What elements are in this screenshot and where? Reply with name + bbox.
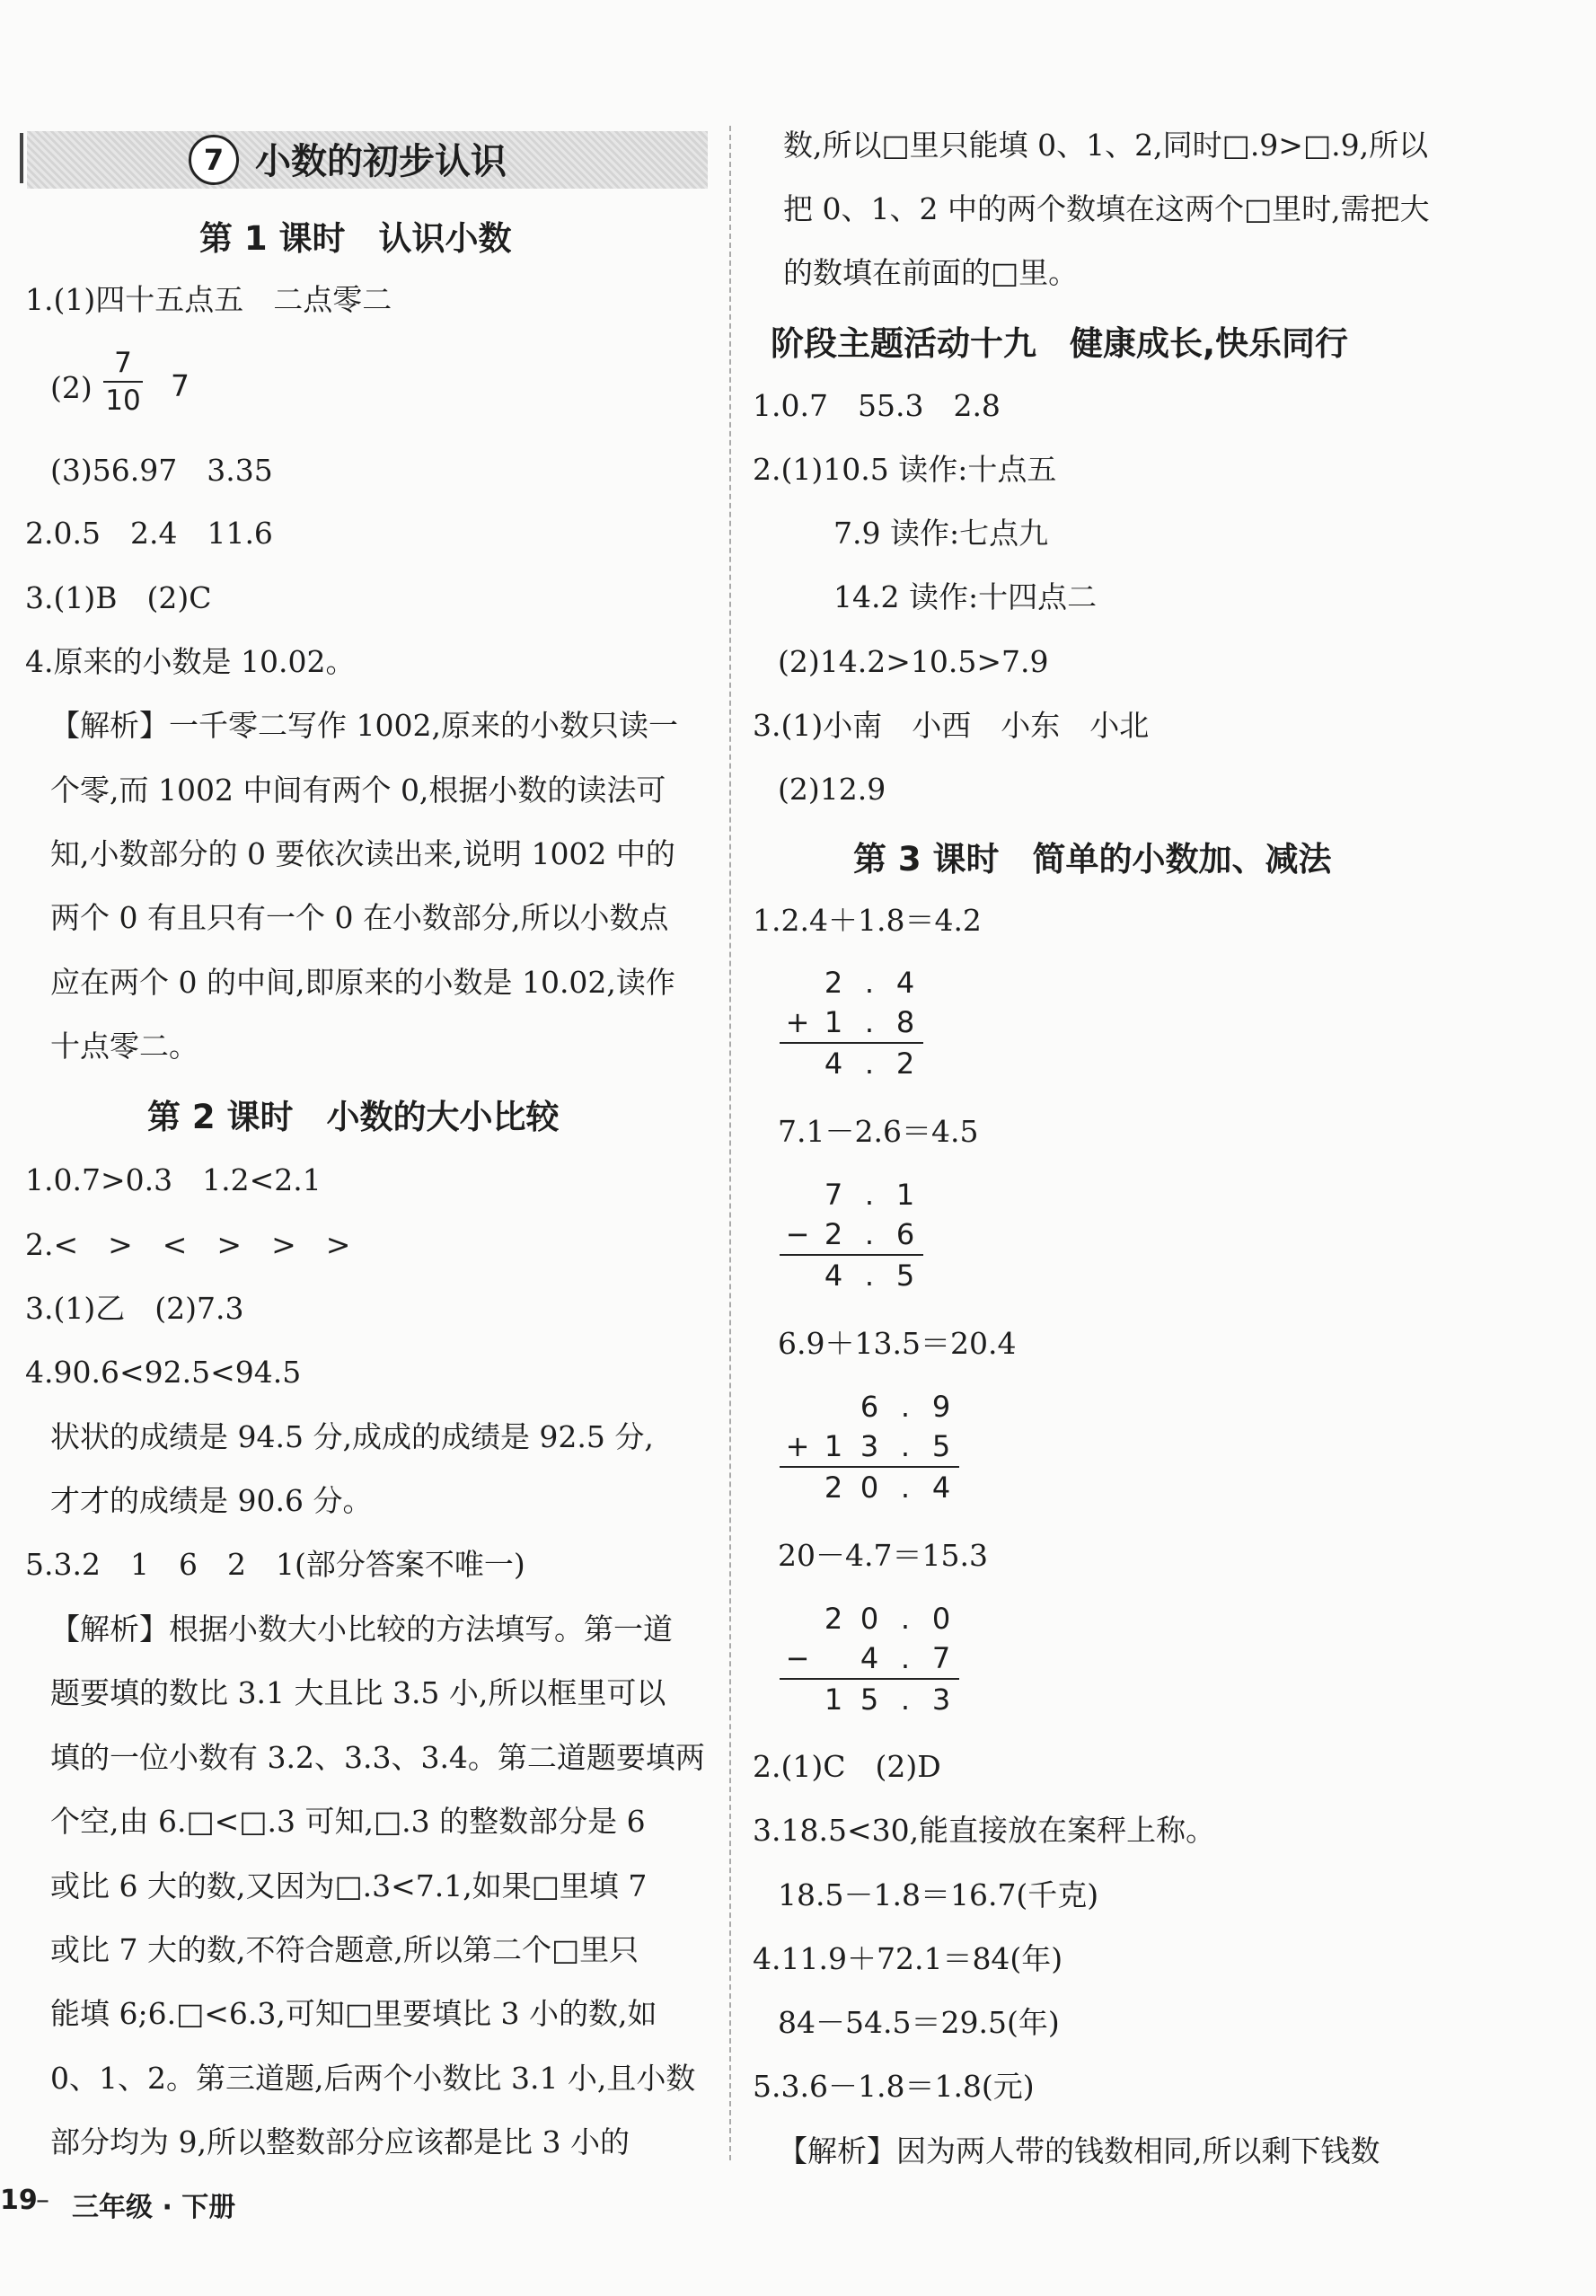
analysis-l1-line-2: 个零,而 1002 中间有两个 0,根据小数的读法可: [50, 773, 666, 808]
digit: 4: [895, 966, 915, 1000]
calc-row-top: [780, 1387, 959, 1426]
digit: .: [864, 1258, 875, 1293]
vertical-calc-4: [780, 1599, 959, 1719]
answer-l3-q3-calc: 18.5－1.8＝16.7(千克): [778, 1877, 1099, 1912]
digit: 0: [931, 1602, 951, 1636]
operator-sign: −: [785, 1641, 810, 1675]
digit: .: [864, 1217, 875, 1251]
analysis-l2-line-9: 部分均为 9,所以整数部分应该都是比 3 小的: [50, 2124, 630, 2159]
digit: 1: [824, 1682, 843, 1717]
analysis-l2-line-2: 题要填的数比 3.1 大且比 3.5 小,所以框里可以: [50, 1675, 666, 1710]
digit: 2: [824, 966, 843, 1000]
analysis-l2-line-7: 能填 6;6.□<6.3,可知□里要填比 3 小的数,如: [50, 1996, 657, 2031]
digit: 1: [824, 1429, 843, 1463]
analysis-l2-line-5: 或比 6 大的数,又因为□.3<7.1,如果□里填 7: [50, 1868, 648, 1903]
analysis-l1-line-5: 应在两个 0 的中间,即原来的小数是 10.02,读作: [50, 965, 675, 1000]
calc-row-result: [780, 1044, 923, 1083]
digit: .: [864, 966, 875, 1000]
analysis-l2-line-6: 或比 7 大的数,不符合题意,所以第二个□里只: [50, 1932, 639, 1967]
footer-grade-label: 三年级 · 下册: [72, 2192, 236, 2223]
answer-l3-q1-eq3: 6.9＋13.5＝20.4: [778, 1326, 1017, 1361]
digit: 2: [824, 1217, 843, 1251]
digit: 3: [860, 1429, 879, 1463]
answer-l2-q3: 3.(1)乙 (2)7.3: [25, 1291, 244, 1326]
digit: .: [900, 1602, 911, 1636]
calc-row-result: [780, 1680, 959, 1719]
analysis-l2-line-3: 填的一位小数有 3.2、3.3、3.4。第二道题要填两: [50, 1740, 705, 1775]
answer-l3-q4-calc: 84－54.5＝29.5(年): [778, 2005, 1060, 2040]
digit: 5: [860, 1682, 879, 1717]
answer-s-q2-4: (2)14.2>10.5>7.9: [778, 644, 1049, 679]
digit: [816, 1390, 851, 1424]
answer-l1-q1-2-prefix: (2): [50, 370, 93, 405]
answer-s-q2-2: 7.9 读作:七点九: [833, 516, 1049, 551]
stage-activity-title: 阶段主题活动十九 健康成长,快乐同行: [771, 324, 1349, 363]
analysis-cont-line-2: 把 0、1、2 中的两个数填在这两个□里时,需把大: [783, 191, 1430, 226]
calc-row-top: [780, 1599, 959, 1638]
digit: .: [900, 1682, 911, 1717]
digit: 0: [860, 1602, 879, 1636]
unit-number-badge: 7: [189, 135, 239, 185]
answer-s-q2-1: 2.(1)10.5 读作:十点五: [753, 452, 1057, 487]
page-number-dash: –: [36, 2185, 49, 2216]
operator-sign: +: [785, 1005, 810, 1039]
answer-l3-q2: 2.(1)C (2)D: [753, 1749, 941, 1784]
operator-sign: +: [785, 1429, 810, 1463]
digit: 8: [895, 1005, 915, 1039]
page-number: 19: [0, 2185, 38, 2216]
fraction-denominator: 10: [105, 384, 141, 417]
answer-l2-q4-line-b: 才才的成绩是 90.6 分。: [50, 1483, 373, 1518]
answer-l3-q5: 5.3.6－1.8＝1.8(元): [753, 2069, 1035, 2104]
calc-row-result: [780, 1468, 959, 1507]
answer-l1-q1-3: (3)56.97 3.35: [50, 453, 273, 488]
calc-row-top: [780, 963, 923, 1002]
digit: [816, 1641, 851, 1675]
answer-l2-q4: 4.90.6<92.5<94.5: [25, 1355, 302, 1390]
digit: 4: [860, 1641, 879, 1675]
analysis-l2-line-8: 0、1、2。第三道题,后两个小数比 3.1 小,且小数: [50, 2061, 696, 2096]
column-divider: [729, 126, 731, 2160]
analysis-l2-line-4: 个空,由 6.□<□.3 可知,□.3 的整数部分是 6: [50, 1804, 646, 1839]
answer-s-q3-1: 3.(1)小南 小西 小东 小北: [753, 708, 1150, 743]
vertical-calc-2: [780, 1175, 923, 1295]
analysis-cont-line-3: 的数填在前面的□里。: [783, 255, 1079, 290]
digit: .: [900, 1641, 911, 1675]
answer-s-q2-3: 14.2 读作:十四点二: [833, 579, 1098, 614]
analysis-l1-line-6: 十点零二。: [50, 1029, 198, 1064]
answer-s-q3-2: (2)12.9: [778, 772, 886, 807]
lesson-3-title: 第 3 课时 简单的小数加、减法: [853, 840, 1332, 879]
digit: .: [864, 1046, 875, 1081]
digit: 4: [824, 1258, 843, 1293]
margin-mark: [20, 133, 23, 183]
digit: 2: [824, 1470, 843, 1505]
answer-l2-q5: 5.3.2 1 6 2 1(部分答案不唯一): [25, 1547, 525, 1582]
calc-row-bottom: [780, 1426, 959, 1466]
calc-row-bottom: [780, 1214, 923, 1254]
answer-l1-q1-2-value: 7: [171, 368, 190, 403]
answer-l3-q1-eq4: 20－4.7＝15.3: [778, 1538, 988, 1573]
answer-l3-q1-eq2: 7.1－2.6＝4.5: [778, 1114, 979, 1149]
answer-l2-q1: 1.0.7>0.3 1.2<2.1: [25, 1162, 322, 1197]
digit: 0: [860, 1470, 879, 1505]
analysis-l1-line-1: 【解析】一千零二写作 1002,原来的小数只读一: [50, 708, 678, 743]
lesson-2-title: 第 2 课时 小数的大小比较: [147, 1098, 560, 1136]
analysis-cont-line-1: 数,所以□里只能填 0、1、2,同时□.9>□.9,所以: [783, 128, 1429, 163]
unit-title: 小数的初步认识: [255, 141, 507, 182]
digit: 5: [895, 1258, 915, 1293]
analysis-l1-line-3: 知,小数部分的 0 要依次读出来,说明 1002 中的: [50, 836, 675, 871]
digit: 2: [895, 1046, 915, 1081]
digit: .: [900, 1470, 911, 1505]
digit: .: [864, 1178, 875, 1212]
digit: 7: [824, 1178, 843, 1212]
vertical-calc-1: [780, 963, 923, 1083]
digit: 3: [931, 1682, 951, 1717]
digit: 5: [931, 1429, 951, 1463]
calc-row-bottom: [780, 1638, 959, 1678]
answer-l3-q1-eq1: 1.2.4＋1.8＝4.2: [753, 903, 982, 938]
digit: 6: [895, 1217, 915, 1251]
answer-l1-q2: 2.0.5 2.4 11.6: [25, 516, 273, 551]
digit: 4: [931, 1470, 951, 1505]
answer-l1-q1-1: 1.(1)四十五点五 二点零二: [25, 282, 392, 317]
analysis-l2-line-1: 【解析】根据小数大小比较的方法填写。第一道: [50, 1612, 673, 1647]
calc-row-top: [780, 1175, 923, 1214]
digit: 6: [860, 1390, 879, 1424]
answer-l2-q4-line-a: 状状的成绩是 94.5 分,成成的成绩是 92.5 分,: [50, 1419, 654, 1454]
vertical-calc-3: [780, 1387, 959, 1507]
digit: .: [900, 1390, 911, 1424]
analysis-l1-line-4: 两个 0 有且只有一个 0 在小数部分,所以小数点: [50, 900, 669, 935]
calc-row-bottom: [780, 1002, 923, 1042]
answer-l3-q3: 3.18.5<30,能直接放在案秤上称。: [753, 1813, 1216, 1848]
digit: 9: [931, 1390, 951, 1424]
fraction-numerator: 7: [114, 347, 132, 379]
answer-l1-q4: 4.原来的小数是 10.02。: [25, 644, 356, 679]
digit: 2: [824, 1602, 843, 1636]
answer-l3-q4: 4.11.9＋72.1＝84(年): [753, 1941, 1063, 1976]
lesson-1-title: 第 1 课时 认识小数: [199, 219, 512, 258]
calc-row-result: [780, 1256, 923, 1295]
answer-l1-q3: 3.(1)B (2)C: [25, 580, 212, 615]
digit: .: [864, 1005, 875, 1039]
digit: 1: [895, 1178, 915, 1212]
analysis-l3-line-1: 【解析】因为两人带的钱数相同,所以剩下钱数: [778, 2133, 1380, 2168]
fraction-seven-tenths: [103, 345, 143, 419]
answer-l2-q2: 2.< > < > > >: [25, 1227, 351, 1262]
digit: 1: [824, 1005, 843, 1039]
digit: 4: [824, 1046, 843, 1081]
operator-sign: −: [785, 1217, 810, 1251]
digit: 7: [931, 1641, 951, 1675]
answer-s-q1: 1.0.7 55.3 2.8: [753, 388, 1001, 423]
digit: .: [900, 1429, 911, 1463]
